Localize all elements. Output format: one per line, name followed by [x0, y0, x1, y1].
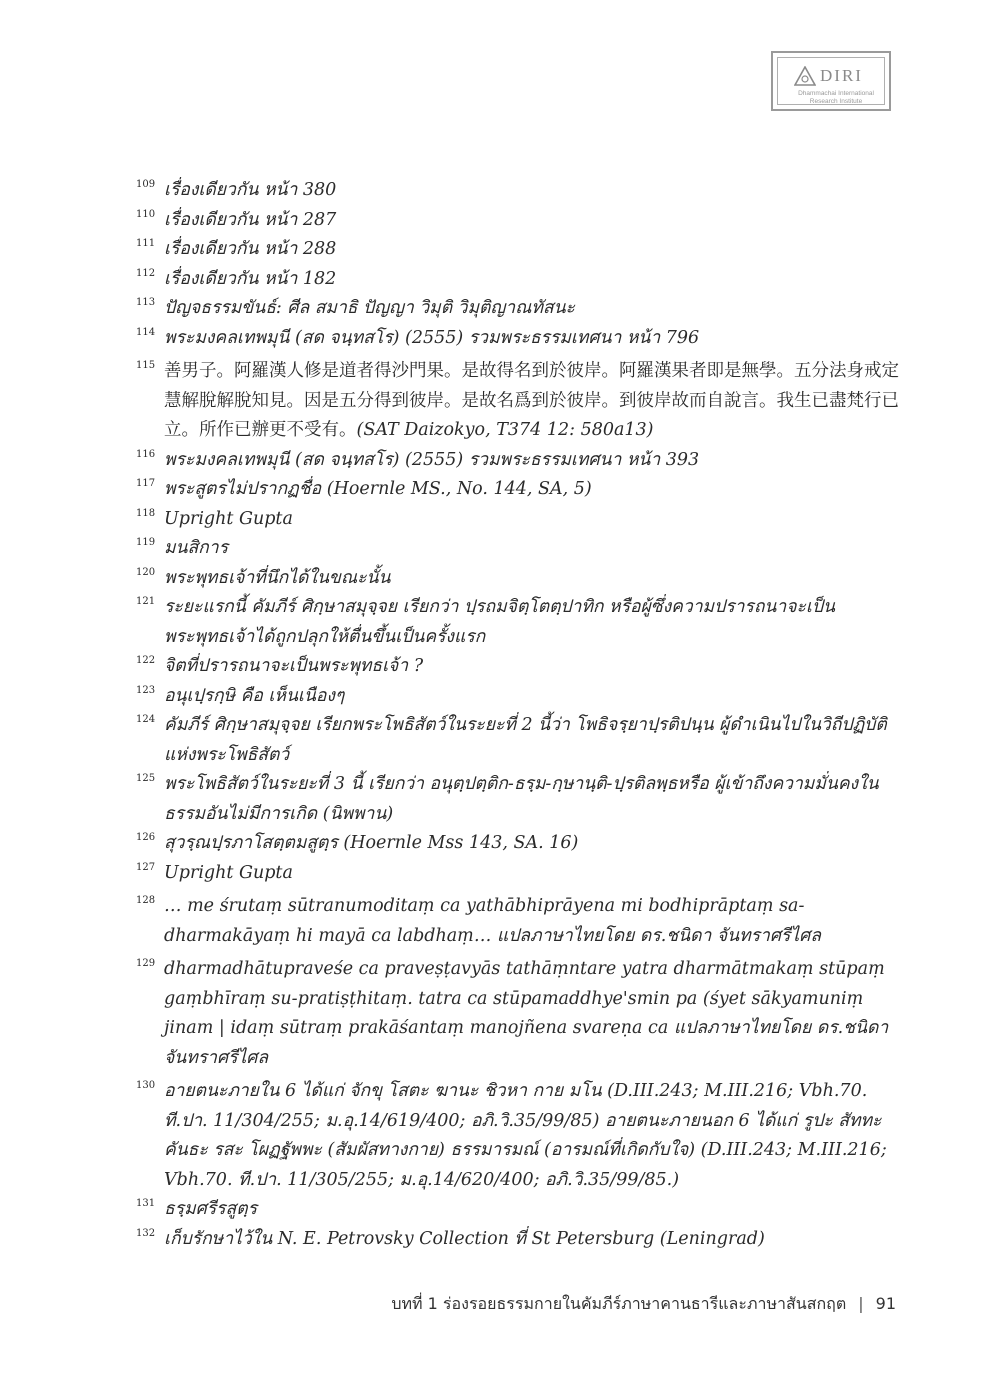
footnote-text: คัมภีร์ ศิกฺษาสมุจฺจย เรียกพระโพธิสัตว์ในระยะที่ 2 นี้ว่า โพธิจรฺยาปฺรติปนฺน ผู้ดำเนินไปในวิถีปฏิบัติแห่งพระโพธิสัตว์ [164, 715, 887, 765]
footnote-number: 111 [136, 238, 156, 249]
footnote-text: Upright Gupta [164, 508, 293, 529]
footnote-text: พระมงคลเทพมุนี (สด จนฺทสโร) (2555) รวมพระธรรมเทศนา หน้า 393 [164, 449, 700, 470]
page-footer [391, 1292, 896, 1317]
footnote-text: สุวรฺณปฺรภาโสตฺตมสูตฺร (Hoernle Mss 143, SA. 16) [164, 833, 579, 853]
logo-text: DIRI [820, 66, 863, 85]
footnote-number: 114 [136, 326, 156, 338]
footnote-118 [136, 505, 900, 535]
footnote-number: 110 [136, 208, 156, 220]
footnote-text: ระยะแรกนี้ คัมภีร์ ศิกฺษาสมุจฺจย เรียกว่า ปฺรถมจิตฺโตตฺปาทิก หรือผู้ซึ่งความปรารถนาจะเป็นพระพุทธเจ้าได้ถูกปลุกให้ตื่นขึ้นเป็นครั้งแรก [164, 597, 835, 647]
footnote-number: 125 [136, 773, 156, 784]
footnote-text: เรื่องเดียวกัน หน้า 182 [164, 268, 337, 289]
footnote-text: อายตนะภายใน 6 ได้แก่ จักขุ โสตะ ฆานะ ชิวหา กาย มโน (D.III.243; M.III.216; Vbh.70. ที.ปา. 11/304/255; ม.อุ.14/619/400; อภิ.วิ.35/99/85) อายตนะภายนอก 6 ได้แก่ รูปะ สัททะ คันธะ รสะ โผฏฐัพพะ (สัมผัสทางกาย) ธรรมารมณ์ (อารมณ์ที่เกิดกับใจ) (D.III.243; M.III.216; Vbh.70. ที.ปา. 11/305/255; ม.อุ.14/620/400; อภิ.วิ.35/99/85.) [164, 1081, 887, 1190]
footnote-111 [136, 235, 900, 265]
footnote-123 [136, 682, 900, 712]
footnote-text: เก็บรักษาไว้ใน N. E. Petrovsky Collection ที่ St Petersburg (Leningrad) [164, 1228, 765, 1249]
footnote-text: เรื่องเดียวกัน หน้า 287 [164, 209, 337, 230]
footnote-114 [136, 324, 900, 354]
footnotes-list [136, 176, 900, 1254]
footnote-number: 117 [136, 478, 156, 489]
footnote-129 [136, 955, 900, 1073]
footnote-132 [136, 1225, 900, 1255]
footnote-131 [136, 1195, 900, 1225]
footnote-number: 122 [136, 655, 156, 666]
page-number: 91 [875, 1294, 896, 1313]
footnote-text: อนุเปฺรกฺษิ คือ เห็นเนืองๆ [164, 685, 345, 706]
chapter-title: บทที่ 1 ร่องรอยธรรมกายในคัมภีร์ภาษาคานธารีและภาษาสันสกฤต [391, 1294, 847, 1313]
footnote-number: 109 [136, 179, 156, 190]
footnote-text: ปัญจธรรมขันธ์: ศีล สมาธิ ปัญญา วิมุติ วิมุติญาณทัสนะ [164, 298, 575, 318]
footnote-117 [136, 475, 900, 505]
footnote-124 [136, 711, 900, 770]
logo-triangle-icon [794, 66, 816, 86]
footnote-text: Upright Gupta [164, 862, 293, 883]
footnote-text: เรื่องเดียวกัน หน้า 380 [164, 180, 337, 200]
footnote-122 [136, 652, 900, 682]
footnote-116 [136, 446, 900, 476]
footnote-130 [136, 1077, 900, 1195]
footnote-text: เรื่องเดียวกัน หน้า 288 [164, 239, 337, 259]
footnote-119 [136, 534, 900, 564]
footnote-number: 130 [136, 1080, 156, 1091]
footnote-120 [136, 564, 900, 594]
footnote-text: พระโพธิสัตว์ในระยะที่ 3 นี้ เรียกว่า อนุตฺปตฺติก-ธรฺม-กฺษานฺติ-ปฺรติลพฺธหรือ ผู้เข้าถึงความมั่นคงในธรรมอันไม่มีการเกิด (นิพพาน) [164, 774, 879, 824]
footnote-number: 118 [136, 507, 156, 519]
footnote-number: 120 [136, 566, 156, 578]
footnote-number: 128 [136, 895, 156, 906]
footnote-number: 131 [136, 1198, 156, 1209]
footnote-text: จิตที่ปรารถนาจะเป็นพระพุทธเจ้า ? [164, 656, 424, 676]
footnote-text: มนสิการ [164, 538, 229, 558]
footnote-number: 123 [136, 684, 156, 696]
footnote-112 [136, 265, 900, 295]
footnote-number: 119 [136, 537, 156, 548]
footer-separator: | [858, 1294, 864, 1313]
footnote-text [164, 357, 900, 446]
footnote-number: 116 [136, 448, 156, 460]
footnote-text: ธรฺมศรีรสูตฺร [164, 1199, 257, 1219]
footnote-text: พระพุทธเจ้าที่นึกได้ในขณะนั้น [164, 567, 391, 588]
footnote-text: พระมงคลเทพมุนี (สด จนฺทสโร) (2555) รวมพระธรรมเทศนา หน้า 796 [164, 327, 700, 348]
footnote-cjk-text: 善男子。阿羅漢人修是道者得沙門果。是故得名到於彼岸。阿羅漢果者即是無學。五分法身戒定慧解脫解脫知見。因是五分得到彼岸。是故名爲到於彼岸。到彼岸故而自說言。我生已盡梵行已立。所作已辦更不受有。 [164, 361, 899, 440]
institute-logo [771, 51, 891, 111]
footnote-number: 124 [136, 714, 156, 725]
footnote-number: 115 [136, 360, 156, 371]
logo-subtitle: Dhammachai International Research Institute [798, 90, 874, 105]
footnote-text: dharmadhātupraveśe ca praveṣṭavyās tathāṃntare yatra dharmātmakaṃ stūpaṃ gaṃbhīraṃ su-pratiṣṭhitaṃ. tatra ca stūpamaddhye'smin pa (śyet sākyamuniṃ jinam | idaṃ sūtraṃ prakāśantaṃ manojñena svareṇa ca แปลภาษาไทยโดย ดร.ชนิดา จันทราศรีไศล [164, 959, 889, 1068]
footnote-115 [136, 357, 900, 446]
footnote-number: 113 [136, 297, 156, 308]
footnote-number: 126 [136, 832, 156, 843]
footnote-113 [136, 294, 900, 324]
footnote-121 [136, 593, 900, 652]
footnote-citation: (SAT Daizokyo, T374 12: 580a13) [356, 420, 654, 440]
footnote-number: 112 [136, 267, 156, 279]
footnote-number: 127 [136, 861, 156, 873]
footnote-127 [136, 859, 900, 889]
footnote-number: 129 [136, 958, 156, 969]
footnote-110 [136, 206, 900, 236]
footnote-text: พระสูตรไม่ปรากฏชื่อ (Hoernle MS., No. 144, SA, 5) [164, 479, 592, 499]
footnote-128 [136, 892, 900, 951]
footnote-109 [136, 176, 900, 206]
footnote-126 [136, 829, 900, 859]
logo-frame [777, 57, 885, 105]
footnote-text: … me śrutaṃ sūtranumoditaṃ ca yathābhiprāyena mi bodhiprāptaṃ sa-dharmakāyaṃ hi mayā ca labdhaṃ… แปลภาษาไทยโดย ดร.ชนิดา จันทราศรีไศล [164, 896, 821, 946]
footnote-number: 132 [136, 1227, 156, 1239]
footnote-number: 121 [136, 596, 156, 607]
footnote-125 [136, 770, 900, 829]
